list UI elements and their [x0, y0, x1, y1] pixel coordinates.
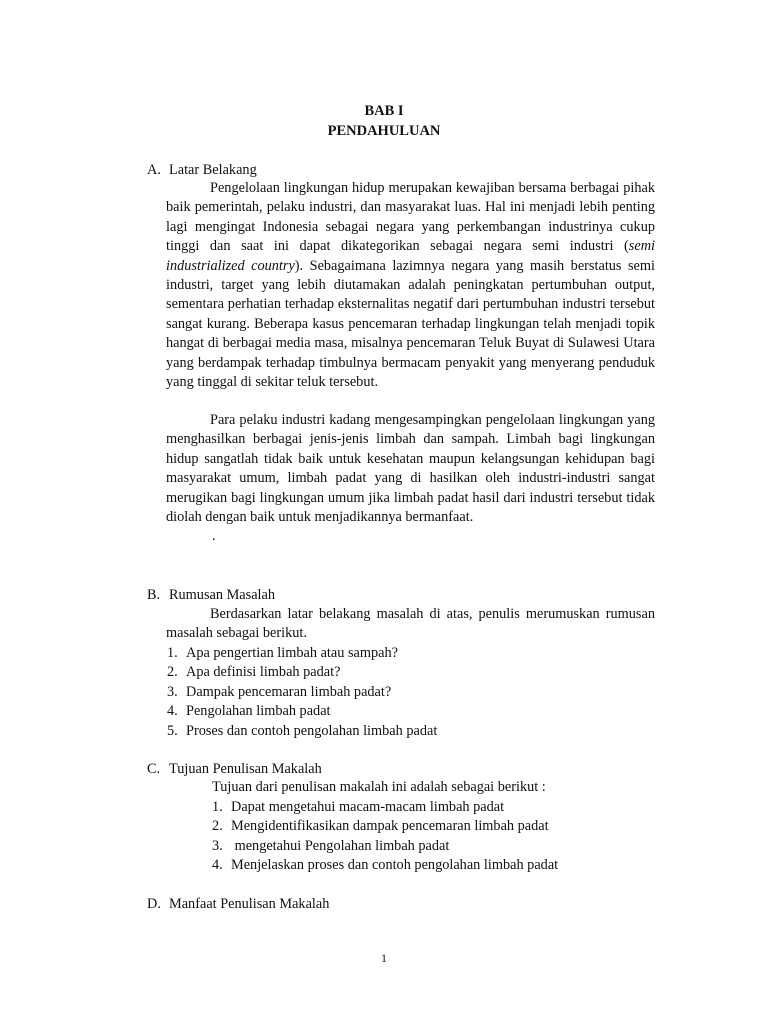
section-b-letter: B.: [147, 587, 161, 603]
section-a-title: Latar Belakang: [169, 162, 257, 178]
section-a-paragraph-1: Pengelolaan lingkungan hidup merupakan kewajiban bersama berbagai pihak baik pemerintah, pelaku industri, dan masyarakat luas. Hal ini menjadi lebih penting lagi mengingat Indonesia sebagai negara yang perkembangan industrinya cukup tinggi dan saat ini dapat dikategorikan sebagai negara semi industri (semi industrialized country). Sebagaimana lazimnya negara yang masih berstatus semi industri, target yang lebih diutamakan adalah peningkatan pertumbuhan output, sementara perhatian terhadap eksternalitas negatif dari pertumbuhan industri tersebut sangat kurang. Beberapa kasus pencemaran terhadap lingkungan telah menjadi topik hangat di berbagai media masa, misalnya pencemaran Teluk Buyat di Sulawesi Utara yang berdampak terhadap timbulnya bermacam penyakit yang menyerang penduduk yang tinggal di sekitar teluk tersebut.: [166, 180, 655, 391]
list-item: 2. Mengidentifikasikan dampak pencemaran limbah padat: [212, 818, 549, 835]
section-b-title: Rumusan Masalah: [169, 587, 276, 603]
chapter-title: PENDAHULUAN: [327, 123, 441, 139]
section-c-title: Tujuan Penulisan Makalah: [169, 761, 322, 777]
section-b-heading: [147, 587, 275, 604]
list-item: 1. Dapat mengetahui macam-macam limbah padat: [212, 799, 505, 815]
section-c-list: [212, 798, 558, 876]
section-a-paragraph-2: Para pelaku industri kadang mengesampingkan pengelolaan lingkungan yang menghasilkan berbagai jenis-jenis limbah dan sampah. Limbah bagi lingkungan hidup sangatlah tidak baik untuk kesehatan maupun kelangsungan kehidupan bagi masyarakat umum, limbah padat yang di hasilkan oleh industri-industri sangat merugikan bagi lingkungan umum jika limbah padat hasil dari industri tersebut tidak diolah dengan baik untuk menjadikannya bermanfaat.: [166, 412, 655, 526]
list-item: 5. Proses dan contoh pengolahan limbah padat: [167, 722, 438, 739]
page-number: 1: [381, 951, 387, 965]
section-d-letter: D.: [147, 896, 161, 912]
list-item: 4. Pengolahan limbah padat: [167, 703, 331, 720]
chapter-number: BAB I: [364, 103, 404, 119]
list-item: 3. mengetahui Pengolahan limbah padat: [212, 837, 450, 854]
section-c-letter: C.: [147, 761, 161, 777]
italic-term: semi industrialized country: [166, 238, 655, 274]
section-a-letter: A.: [147, 162, 161, 178]
section-a-heading: [147, 162, 257, 179]
section-c-heading: [147, 761, 322, 778]
trailing-dot: .: [212, 528, 216, 544]
list-item: 4. Menjelaskan proses dan contoh pengolahan limbah padat: [212, 857, 559, 874]
section-b-list: [167, 644, 437, 741]
list-item: 1. Apa pengertian limbah atau sampah?: [167, 645, 398, 661]
section-d-title: Manfaat Penulisan Makalah: [169, 896, 330, 912]
section-d-heading: [147, 896, 329, 913]
list-item: 3. Dampak pencemaran limbah padat?: [167, 683, 392, 700]
list-item: 2. Apa definisi limbah padat?: [167, 664, 341, 681]
section-c-intro: Tujuan dari penulisan makalah ini adalah sebagai berikut :: [212, 779, 546, 795]
section-b-intro: Berdasarkan latar belakang masalah di atas, penulis merumuskan rumusan masalah sebagai berikut.: [166, 606, 655, 642]
